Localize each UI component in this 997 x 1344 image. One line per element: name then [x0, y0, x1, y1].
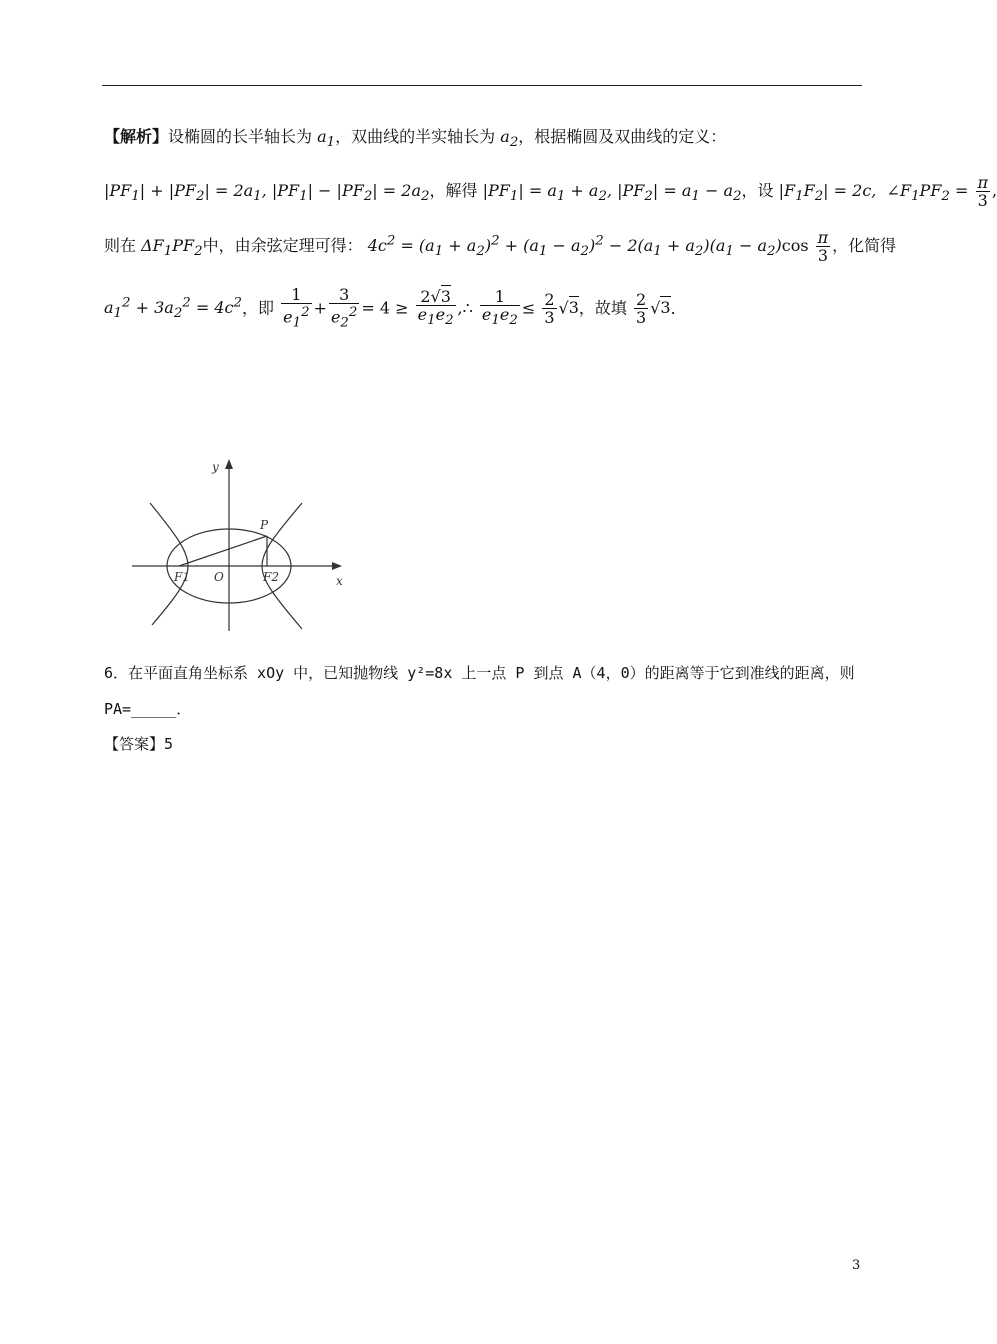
- answer-6: 【答案】5: [104, 735, 174, 753]
- hyperbola-left-branch: [150, 503, 188, 625]
- question-6-line-2: PA=_____．: [104, 700, 192, 718]
- point-p-label: P: [260, 518, 269, 532]
- y-axis-label: y: [212, 460, 219, 474]
- segment-f1-p: [179, 536, 267, 566]
- analysis-line-2: $|PF_1| + |PF_2| = 2a_1$, $|PF_1| - |PF_2| = 2a_2$，解得 $|PF_1| = a_1 + a_2$, $|PF_2| = a_1 - a_2$，设 $|F_1F_2| = 2c$, $\angle F_1PF_2$ = $\frac{\pi}{3}$ ,: [104, 173, 997, 210]
- focus-f1-label: F1: [174, 570, 190, 584]
- focus-f2-label: F2: [263, 570, 279, 584]
- ellipse-hyperbola-figure: [130, 455, 345, 635]
- analysis-line-1: 【解析】设椭圆的长半轴长为 $a_1$，双曲线的半实轴长为 $a_2$，根据椭圆及双曲线的定义：: [104, 127, 727, 151]
- x-axis-arrow: [332, 562, 342, 570]
- analysis-heading: 【解析】: [104, 127, 169, 146]
- y-axis-arrow: [225, 459, 233, 469]
- x-axis-label: x: [336, 574, 343, 588]
- origin-label: O: [214, 570, 224, 584]
- analysis-line-4: $a_1^2 + 3a_2^2 = 4c^2$，即 $\frac{1}{e_1^2}$ + $\frac{3}{e_2^2}$ = 4 ≥ $\frac{2√3}{e_1e_2}$ ,∴ $\frac{1}{e_1e_2}$ ≤ $\frac{2}{3}$ √3，故填 $\frac{2}{3}$ √3．: [104, 285, 687, 331]
- analysis-line-3: 则在 $\Delta F_1PF_2$中，由余弦定理可得： $4c^2 = (a_1 + a_2)^2 + (a_1 - a_2)^2 - 2(a_1 + a_2)(a_1 - a_2)\cos$ $\frac{\pi}{3}$ ，化简得: [104, 228, 897, 265]
- question-6-line-1: 6．在平面直角坐标系 xOy 中，已知抛物线 y²=8x 上一点 P 到点 A（4，0）的距离等于它到准线的距离，则: [104, 664, 855, 682]
- page-number: 3: [852, 1258, 861, 1273]
- header-rule: [102, 85, 862, 86]
